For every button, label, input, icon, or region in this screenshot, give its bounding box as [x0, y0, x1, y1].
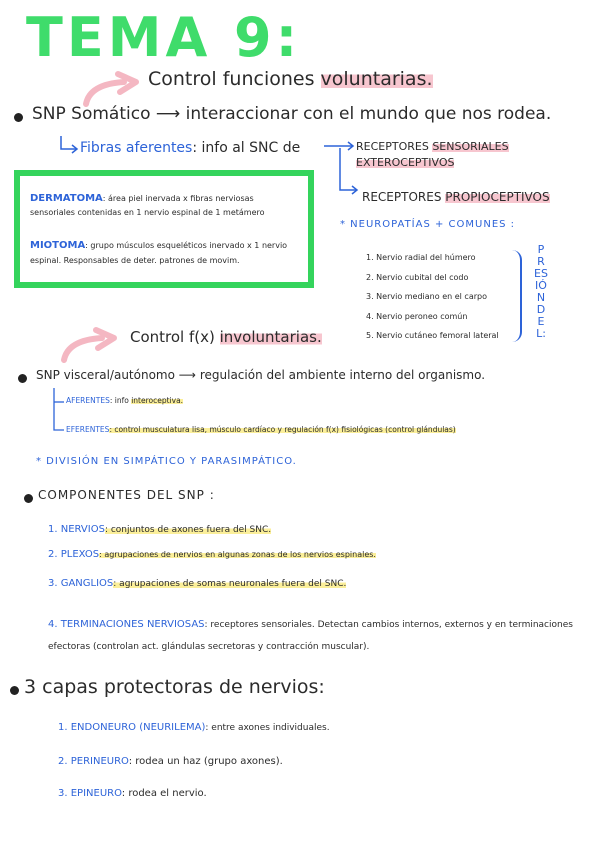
fibras-line	[80, 140, 300, 156]
receptores-sensoriales	[356, 139, 509, 171]
componente-item	[48, 578, 346, 589]
neuropatias-heading: * NEUROPATÍAS + COMUNES :	[340, 219, 516, 230]
componente-label: 4. TERMINACIONES NERVIOSAS	[48, 619, 205, 630]
bullet-icon	[24, 494, 33, 503]
list-item: 1. Nervio radial del húmero	[366, 253, 476, 262]
brace-icon	[510, 250, 522, 342]
componente-text: : conjuntos de axones fuera del SNC.	[104, 525, 272, 535]
eferentes-label: EFERENTES	[66, 425, 110, 434]
voluntary-highlight: voluntarias.	[320, 68, 433, 90]
componente-item	[48, 614, 583, 658]
list-item: 4. Nervio peroneo común	[366, 311, 468, 321]
componente-text: : agrupaciones de nervios en algunas zonas de los nervios espinales.	[99, 550, 376, 559]
definitions-box	[14, 170, 314, 288]
eferentes-text: : control musculatura lisa, músculo cardíaco y regulación f(x) fisiológicas (control glándulas)	[109, 425, 456, 434]
receptores2-label: RECEPTORES	[362, 190, 446, 204]
involuntary-heading	[130, 328, 322, 346]
dermatoma-label: DERMATOMA	[30, 193, 103, 204]
eferentes-line	[66, 425, 456, 434]
snp-visceral-line	[36, 368, 485, 382]
interoceptiva-highlight: interoceptiva.	[131, 396, 184, 405]
componente-text: : receptores sensoriales. Detectan cambios internos, externos y en terminaciones efectoras (controlan act. glándulas secretoras y contracción muscular).	[48, 620, 573, 652]
bracket-arrows-icon	[50, 386, 66, 438]
snp-somatico-line	[32, 104, 551, 124]
division-note: * DIVISIÓN EN SIMPÁTICO Y PARASIMPÁTICO.	[36, 456, 297, 467]
sensoriales-highlight: SENSORIALES	[432, 140, 509, 153]
bullet-icon	[18, 374, 27, 383]
corner-arrow-icon	[58, 134, 80, 156]
miotoma-label: MIOTOMA	[30, 240, 86, 251]
snp-somatico-label: SNP Somático	[32, 104, 151, 124]
componente-item	[48, 549, 376, 560]
fibras-label: Fibras aferentes	[80, 140, 193, 156]
arrow-icon: ⟶	[178, 368, 196, 382]
capa-item	[58, 722, 330, 733]
aferentes-line	[66, 396, 183, 405]
list-item: 3. Nervio mediano en el carpo	[366, 292, 487, 301]
componente-text: : agrupaciones de somas neuronales fuera del SNC.	[113, 579, 347, 589]
receptores-label: RECEPTORES	[356, 140, 433, 153]
capa-text: : rodea el nervio.	[121, 788, 207, 799]
page-title: TEMA 9:	[26, 6, 302, 69]
neuropatias-list	[366, 248, 499, 346]
propioceptivos-highlight: PROPIOCEPTIVOS	[445, 190, 550, 204]
list-item: 5. Nervio cutáneo femoral lateral	[366, 331, 499, 340]
capa-label: 3. EPINEURO	[58, 788, 122, 799]
capa-text: : entre axones individuales.	[205, 723, 330, 733]
involuntary-prefix: Control f(x)	[130, 328, 220, 346]
snp-visceral-label: SNP visceral/autónomo	[36, 368, 175, 382]
snp-visceral-text: regulación del ambiente interno del organismo.	[199, 368, 486, 382]
bullet-icon	[10, 686, 19, 695]
voluntary-heading	[148, 68, 433, 90]
pink-arrow-icon	[58, 326, 128, 366]
dermatoma-text: : área piel inervada x fibras nerviosas sensoriales contenidas en 1 nervio espinal de 1 metámero	[30, 194, 265, 217]
componentes-heading: COMPONENTES DEL SNP :	[38, 488, 215, 502]
componente-label: 3. GANGLIOS	[48, 578, 114, 589]
capa-item	[58, 756, 283, 767]
componente-label: 2. PLEXOS	[48, 549, 100, 560]
voluntary-prefix: Control funciones	[148, 68, 321, 90]
componente-item	[48, 524, 271, 535]
arrow-icon: ⟶	[155, 104, 181, 124]
bullet-icon	[14, 113, 23, 122]
presion-side-label: PRESIÓN DEL:	[534, 243, 548, 340]
fibras-text: : info al SNC de	[192, 140, 301, 156]
exteroceptivos-highlight: EXTEROCEPTIVOS	[356, 156, 455, 169]
aferentes-label: AFERENTES	[66, 396, 110, 405]
capa-item	[58, 788, 207, 799]
componente-label: 1. NERVIOS	[48, 524, 105, 535]
list-item: 2. Nervio cubital del codo	[366, 272, 469, 282]
capa-text: : rodea un haz (grupo axones).	[128, 756, 283, 767]
receptores-propioceptivos	[362, 190, 550, 204]
miotoma-text: : grupo músculos esqueléticos inervado x 1 nervio espinal. Responsables de deter. patrones de movim.	[30, 241, 288, 265]
capa-label: 1. ENDONEURO (NEURILEMA)	[58, 722, 206, 733]
capas-heading: 3 capas protectoras de nervios:	[24, 676, 325, 698]
involuntary-highlight: involuntarias.	[219, 328, 322, 346]
branch-arrows-icon	[322, 136, 360, 198]
dermatoma-def	[30, 192, 298, 220]
snp-somatico-text: interaccionar con el mundo que nos rodea.	[185, 104, 552, 124]
capa-label: 2. PERINEURO	[58, 756, 129, 767]
miotoma-def	[30, 238, 316, 268]
aferentes-text: : info	[109, 396, 132, 405]
